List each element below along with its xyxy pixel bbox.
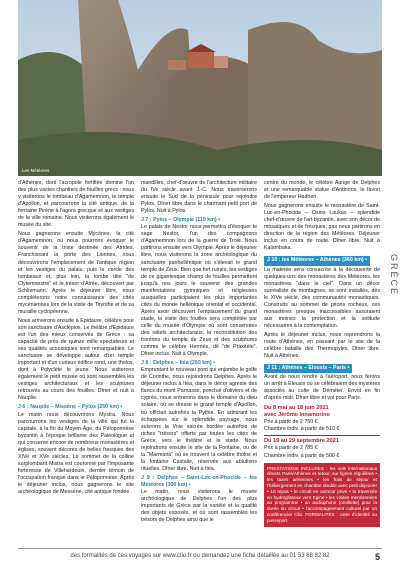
day-heading-highlight: J 10 : les Météores – Athènes (360 km) • — [264, 256, 370, 265]
paragraph: Le matin, nous visiterons le musée archéologique de Delphes l'un des plus importants de Grèce par la variété et la qualité des objets exposés, et où sont rassemblés les trésors de Delphes ainsi que le — [141, 489, 257, 524]
day-heading-highlight: J 11 : Athènes – Elousis – Paris • — [264, 364, 352, 373]
paragraph: centre du monde, le célèbre Aurige de Delphes et une remarquable statue d'Antinoos, le favori de l'empereur Hadrien. — [264, 180, 380, 201]
meteora-photo — [18, 0, 382, 176]
price: Prix à partir de 2 750 € — [264, 419, 318, 426]
paragraph: mandilles, chef-d'œuvre de l'architecture militaire du IVe siècle avant J.-C. Nous traverserons ensuite le Sud de la péninsule pour rejoindre Pylos. Dîner libre dans le charmant petit port de Pylos. Nuit à Pylos. — [141, 180, 257, 215]
departure-date: Du 19 au 29 septembre 2021 — [264, 438, 339, 445]
footer-text: des formalités de ces voyages sur www.clio.fr ou demandez une fiche détaillée au 01 53 68 82 82 — [70, 553, 330, 559]
day-heading: J 9 : Delphes – Saint-Luc-en-Phocide – les Météores (300 km) • — [141, 474, 257, 488]
photo-caption: Les Météores — [22, 168, 50, 173]
single-supplement: Chambre indiv. à partir de 500 € — [264, 452, 340, 459]
paragraph: La matinée sera consacrée à la découverte de quelques-uns des monastères des Météores, les monastères "dans le ciel". Dans un décor surréaliste de montagnes, se sont installés, dès le XIVe siècle, des communautés monastiques. Construits au sommet de pitons rocheux, ces monastères presque inaccessibles assuraient aux moines la protection et la solitude nécessaires à la contemplation. — [264, 266, 380, 329]
country-label: GRÈCE — [389, 254, 399, 297]
departure-dates — [264, 405, 380, 459]
column-1 — [18, 180, 134, 538]
paragraph: Nous gagnerons ensuite le monastère de Saint-Luc-en-Phocide – Osios Loukas – splendide chef-d'œuvre de l'art byzantin, avec son décor de mosaïques et de fresques, pas nous partirons en direction de la région des Météores. Déjeuner inclus en cours de route. Dîner libre. Nuit à Kalambaka. — [264, 203, 380, 252]
paragraph: Après le déjeuner inclus, nous reprendrons la route d'Athènes, en passant par le site de la célèbre bataille des Thermopyles. Dîner libre. Nuit à Athènes. — [264, 331, 380, 360]
divider — [264, 435, 380, 436]
column-3 — [264, 180, 380, 538]
photo-illustration — [18, 0, 382, 176]
paragraph: Le palais de Nestor nous permettra d'évoquer le sage Nestor, l'un des compagnons d'Agamemnon lors de la guerre de Troie. Nous partirons ensuite vers Olympie. Après le déjeuner libre, nous visiterons la zone archéologique du sanctuaire panhellénique où s'élevait le grand temple de Zeus. Bien que fort ruinés, les vestiges de ce gigantesque champ de fouilles permettent jusqu'à nos jours le souvenir des grandes manifestations gymniques et religieuses auxquelles participaient les plus importantes cités du monde hellénique oriental et occidental. Après avoir découvert l'emplacement du grand stade, la visite des fouilles sera complétée par celle du musée d'Olympie où sont conservées des reliefs architecturaux, la reconstitution des frontons du temple de Zeus et des sculptures comme le célèbre Hermès, dit "de Praxitèle". Dîner inclus. Nuit à Olympie. — [141, 224, 257, 358]
paragraph: Le matin nous découvrirons Mystra. Nous parcourrons les vestiges de la ville qui fut la capitale, à la fin du Moyen-Âge, du Péloponnèse byzantin à l'époque brillante des Paléologue et qui conserve encore de nombreux monastères et églises, souvent décorés de belles fresques des XIVe et XVe siècles. Le sommet de la colline surplombant Mistra est couronné par l'imposante forteresse de Villehardouin, dernier témoin de l'occupation franque dans le Péloponnèse. Après le déjeuner inclus, nous gagnerons le site archéologique de Messène, cité antique fondée — [18, 411, 134, 496]
paragraph: Nous arriverons ensuite à Epidaure, célèbre pour son sanctuaire d'Asclépios. Le théâtre d'Epidaure est l'un des mieux conservés de Grèce : sa capacité de près de quinze mille spectateurs et ses qualités acoustiques sont remarquables. Le sanctuaire se développe autour d'un temple important et d'un curieux édifice rond, une tholos, dont à Polyclète le jeune. Nous visiterons également le petit musée où sont rassemblés les vestiges architecturaux et les sculptures retrouvés au cours des fouilles. Dîner et nuit à Nauplie. — [18, 317, 134, 402]
footer-rule — [18, 548, 382, 549]
country-side-tab — [386, 252, 400, 312]
paragraph: Avant de nous rendre à l'aéroport, nous ferons un arrêt à Eleusis où se célébraient des mystères associés au culte de Déméter. Envol en fin d'après-midi. Dîner libre et vol pour Paris. — [264, 374, 380, 402]
day-heading: J 8 : Delphes – Itéa (260 km) • — [141, 360, 215, 367]
column-2 — [141, 180, 257, 538]
single-supplement: Chambre indiv. à partir de 510 € — [264, 426, 340, 433]
day-heading: J 6 : Nauplie – Missène – Pylos (250 km) • — [18, 404, 123, 411]
paragraph: Empruntant le nouveau pont qui enjambe le golfe de Corinthe, nous rejoindrons Delphes. Après le déjeuner inclus à Itéa, dans le décor agreste des flancs du mont Parnasse, ponctué d'oliviers et de cyprès, nous entrerons dans le domaine du dieu solaire, où se dresse le grand temple d'Apollon, où officiait autrefois la Pythie. En admirant les échappées sur le splendide paysage, nous suivrons la Voie sacrée bordée autrefois de riches "trésors" offerts par toutes les cités de Grèce, vers le théâtre et le stade. Nous rejoindrons ensuite le site de la Fontaine, ou de la "Marmaria" où se trouvent la célèbre tholos et la fontaine Castalie, réservée aux ablutions rituelles. Dîner libre. Nuit à Itéa. — [141, 367, 257, 472]
page-number: 5 — [374, 552, 380, 562]
day-heading: J 7 : Pylos – Olympie (110 km) • — [141, 217, 220, 224]
lecturer-name: avec Jérôme Innamorino — [264, 412, 330, 419]
departure-date: Du 8 mai au 18 juin 2021 — [264, 405, 329, 412]
paragraph: d'Athènes, dont l'acropole fortifiée domine l'un des plus vastes chantiers de fouilles grecs : nous y visiterons le tombeau d'Agamemnon, le temple d'Apollon, et parcourrons la cité antique, de la fontaine Pirène à l'agora grecque et aux vestiges de la ville romaine. Nous visiterons également le musée du site. — [18, 180, 134, 229]
page-footer — [0, 544, 400, 566]
included-services-box: PRESTATIONS INCLUSES : les vols internationaux directs Paris/Athènes et retour, sur lignes régulières • les taxes aériennes • les frais de séjour et l'hébergement en chambre double avec petit déjeuner • 10 repas • le circuit en autocar privé • la traversée en hydroglisseur vers Egine • les visites mentionnées au programme • un audiophone (oreillette) pour la durée du circuit • l'accompagnement culturel par un conférencier Clio. FORMALITÉS : carte d'identité ou passeport. — [264, 463, 380, 527]
text-columns — [18, 180, 380, 538]
paragraph: Nous gagnerons ensuite Mycènes, la cité d'Agamemnon, où nous pourrons évoquer le souvenir de la triste destinée des Atrides. Franchissant la porte des Lionnes, nous découvrirons l'emplacement de l'antique région et les vestiges du palais, puis le cercle des tombeaux et, plus loin, la tombe dite "de Clytemnestre" et le trésor d'Atrée, découvert par Schliemann. Après le déjeuner libre, nous compléterons notre connaissance des cités mycéniennes lors de la visite de Tirynthe et de sa muraille cyclopéenne. — [18, 231, 134, 315]
price: Prix à partir de 2 785 € — [264, 445, 318, 452]
